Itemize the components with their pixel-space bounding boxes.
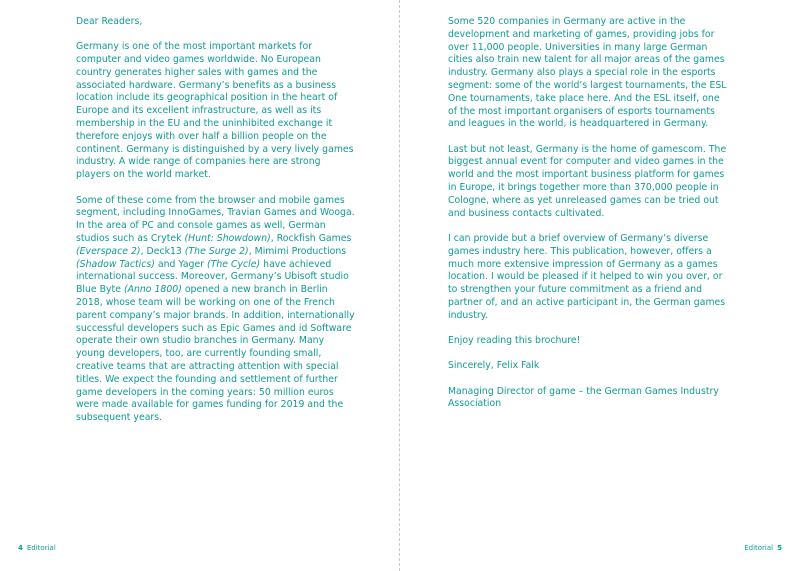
greeting: Dear Readers,	[76, 16, 143, 27]
right-paragraph-1: Some 520 companies in Germany are active in the development and marketing of games, providing jobs for over 11,000 people. Universities in many large German cities also train new talent for all major areas of the games industry. Germany also plays a special role in the esports segment: some of the world’s largest tournaments, the ESL One tournaments, take place here. And the ESL itself, one of the most important organisers of esports tournaments and leagues in the world, is headquartered in Germany.	[448, 16, 727, 130]
right-page	[400, 0, 800, 571]
page-number: 5	[777, 544, 782, 552]
page-number: 4	[18, 544, 23, 552]
closing-line: Enjoy reading this brochure!	[448, 335, 581, 347]
p2-text: and Yager	[154, 258, 208, 270]
p2-text: , Mimimi Productions	[248, 245, 347, 257]
sign-off: Sincerely, Felix Falk	[448, 360, 540, 372]
game-title: (The Surge 2)	[184, 245, 249, 257]
left-paragraph-1: Germany is one of the most important markets for computer and video games worldwide. No European country generates higher sales with games and the associated hardware. Germany’s benefits as a business location include its geographical position in the heart of Europe and its excellent infrastructure, as well as its membership in the EU and the uninhibited exchange it therefore enjoys with over half a billion people on the continent. Germany is distinguished by a very lively games industry. A wide range of companies here are strong players on the world market.	[76, 41, 354, 181]
game-title: (The Cycle)	[207, 258, 261, 270]
p2-text: , Deck13	[140, 245, 185, 257]
signature-title: Managing Director of game – the German Games Industry Association	[448, 385, 719, 410]
section-label: Editorial	[744, 544, 774, 552]
right-text-column	[448, 16, 728, 411]
left-footer	[18, 544, 56, 553]
p2-text: have achieved international success. Moreover, Germany’s Ubisoft studio Blue Byte	[76, 258, 349, 296]
p2-text: opened a new branch in Berlin 2018, whose team will be working on one of the French parent company’s major brands. In addition, internationally successful developers such as Epic Games and id Software operate their own studio branches in Germany. Many young developers, too, are currently founding small, creative teams that are attracting attention with special titles. We expect the founding and settlement of further game developers in the coming years: 50 million euros were made available for games funding for 2019 and the subsequent years.	[76, 284, 355, 424]
right-footer	[744, 544, 782, 553]
left-paragraph-2	[76, 195, 356, 425]
right-paragraph-3: I can provide but a brief overview of Germany’s diverse games industry here. This publication, however, offers a much more extensive impression of Germany as a games location. I would be pleased if it helped to win you over, or to strengthen your future commitment as a friend and partner of, and an active participant in, the German games industry.	[448, 232, 726, 321]
game-title: (Everspace 2)	[76, 245, 141, 257]
p2-text: Some of these come from the browser and mobile games segment, including InnoGames, Travian Games and Wooga. In the area of PC and console games as well, German studios such as Crytek	[76, 194, 355, 244]
left-text-column	[76, 16, 356, 437]
right-paragraph-2: Last but not least, Germany is the home of gamescom. The biggest annual event for computer and video games in the world and the most important business platform for games in Europe, it brings together more than 370,000 people in Cologne, where as yet unreleased games can be tried out and business contacts cultivated.	[448, 143, 727, 219]
game-title: (Anno 1800)	[123, 284, 182, 296]
game-title: (Shadow Tactics)	[76, 258, 155, 270]
section-label: Editorial	[26, 544, 56, 552]
p2-text: , Rockfish Games	[270, 232, 352, 244]
game-title: (Hunt: Showdown)	[184, 232, 271, 244]
